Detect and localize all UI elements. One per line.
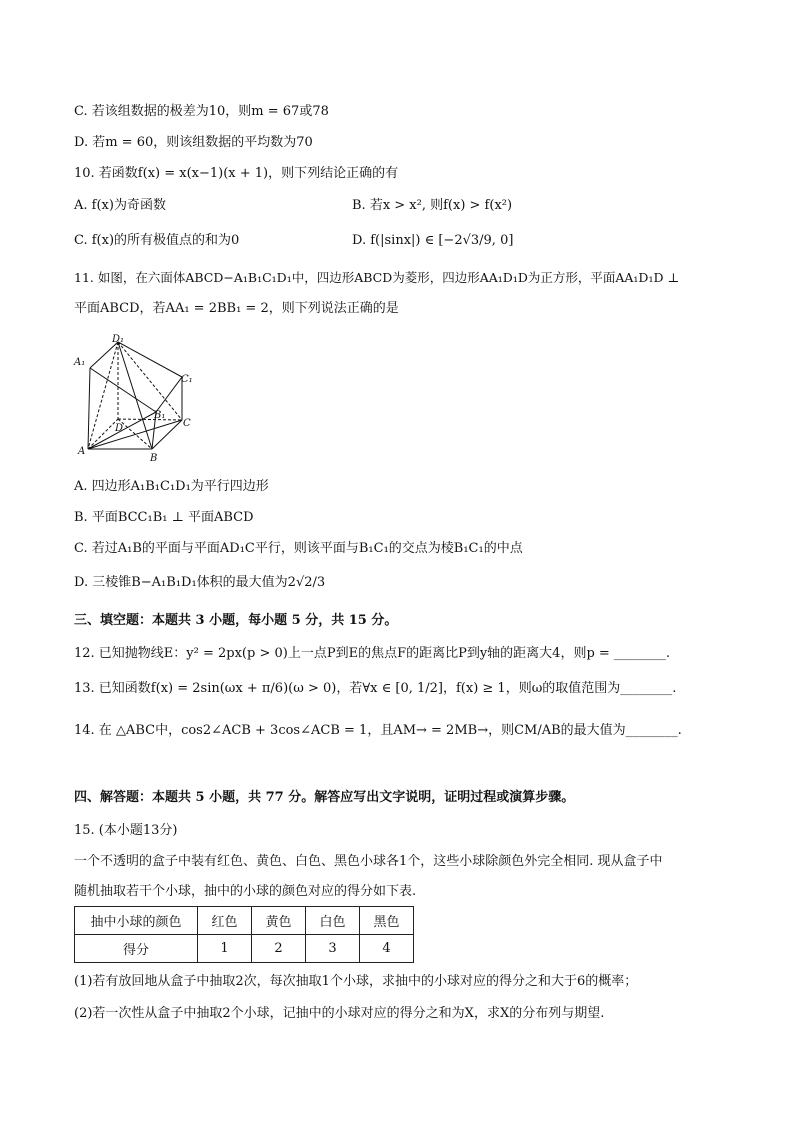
- q10-option-a: A. f(x)为奇函数: [74, 198, 166, 213]
- hexahedron-figure: [72, 334, 202, 464]
- table-row: [75, 935, 414, 963]
- table-color-white: 白色: [306, 907, 360, 935]
- question-13: 13. 已知函数f(x) = 2sin(ωx + π/6)(ω > 0)，若∀x ∈ [0, 1/2]，f(x) ≥ 1，则ω的取值范围为________.: [74, 681, 677, 696]
- label-A: A: [78, 446, 86, 457]
- q9-option-c: C. 若该组数据的极差为10，则m = 67或78: [74, 104, 329, 119]
- question-11-line2: 平面ABCD，若AA₁ = 2BB₁ = 2，则下列说法正确的是: [74, 301, 399, 316]
- label-B1: B₁: [154, 410, 166, 421]
- label-C: C: [183, 418, 191, 429]
- q11-option-b: B. 平面BCC₁B₁ ⊥ 平面ABCD: [74, 510, 254, 525]
- table-score-1: 1: [198, 935, 252, 963]
- label-C1: C₁: [181, 374, 193, 385]
- table-color-red: 红色: [198, 907, 252, 935]
- table-color-yellow: 黄色: [252, 907, 306, 935]
- label-D: D: [115, 423, 124, 434]
- q15-subquestion-2: (2)若一次性从盒子中抽取2个小球，记抽中的小球对应的得分之和为X，求X的分布列与期望.: [74, 1006, 605, 1021]
- question-10: 10. 若函数f(x) = x(x−1)(x + 1)，则下列结论正确的有: [74, 166, 399, 181]
- table-score-label: 得分: [75, 935, 198, 963]
- question-11-line1: 11. 如图，在六面体ABCD−A₁B₁C₁D₁中，四边形ABCD为菱形，四边形AA₁D₁D为正方形，平面AA₁D₁D ⊥: [74, 270, 680, 285]
- q15-paragraph-line1: 一个不透明的盒子中装有红色、黄色、白色、黑色小球各1个，这些小球除颜色外完全相同. 现从盒子中: [74, 854, 663, 869]
- q11-option-d: D. 三棱锥B−A₁B₁D₁体积的最大值为2√2/3: [74, 575, 326, 590]
- table-row: [75, 907, 414, 935]
- q15-subquestion-1: (1)若有放回地从盒子中抽取2次，每次抽取1个小球，求抽中的小球对应的得分之和大于6的概率；: [74, 974, 638, 989]
- table-color-black: 黑色: [360, 907, 414, 935]
- section-3-heading: 三、填空题：本题共 3 小题，每小题 5 分，共 15 分。: [74, 613, 398, 628]
- q11-option-c: C. 若过A₁B的平面与平面AD₁C平行，则该平面与B₁C₁的交点为棱B₁C₁的中点: [74, 541, 523, 556]
- q15-paragraph-line2: 随机抽取若干个小球，抽中的小球的颜色对应的得分如下表.: [74, 884, 417, 899]
- label-D1: D₁: [112, 334, 125, 345]
- table-header-label: 抽中小球的颜色: [75, 907, 198, 935]
- label-A1: A₁: [74, 357, 86, 368]
- score-table: [74, 906, 414, 963]
- q10-option-c: C. f(x)的所有极值点的和为0: [74, 233, 240, 248]
- table-score-2: 2: [252, 935, 306, 963]
- table-score-3: 3: [306, 935, 360, 963]
- q10-option-b: B. 若x > x², 则f(x) > f(x²): [352, 198, 513, 213]
- question-15-title: 15. (本小题13分): [74, 823, 178, 838]
- table-score-4: 4: [360, 935, 414, 963]
- label-B: B: [150, 453, 158, 464]
- q9-option-d: D. 若m = 60，则该组数据的平均数为70: [74, 135, 313, 150]
- question-14: 14. 在 △ABC中，cos2∠ACB + 3cos∠ACB = 1，且AM→ = 2MB→，则CM/AB的最大值为________.: [74, 723, 682, 738]
- question-12: 12. 已知抛物线E：y² = 2px(p > 0)上一点P到E的焦点F的距离比P到y轴的距离大4，则p = ________.: [74, 646, 671, 661]
- section-4-heading: 四、解答题：本题共 5 小题，共 77 分。解答应写出文字说明，证明过程或演算步骤。: [74, 790, 575, 805]
- q11-option-a: A. 四边形A₁B₁C₁D₁为平行四边形: [74, 479, 269, 494]
- q10-option-d: D. f(|sinx|) ∈ [−2√3/9, 0]: [352, 233, 514, 248]
